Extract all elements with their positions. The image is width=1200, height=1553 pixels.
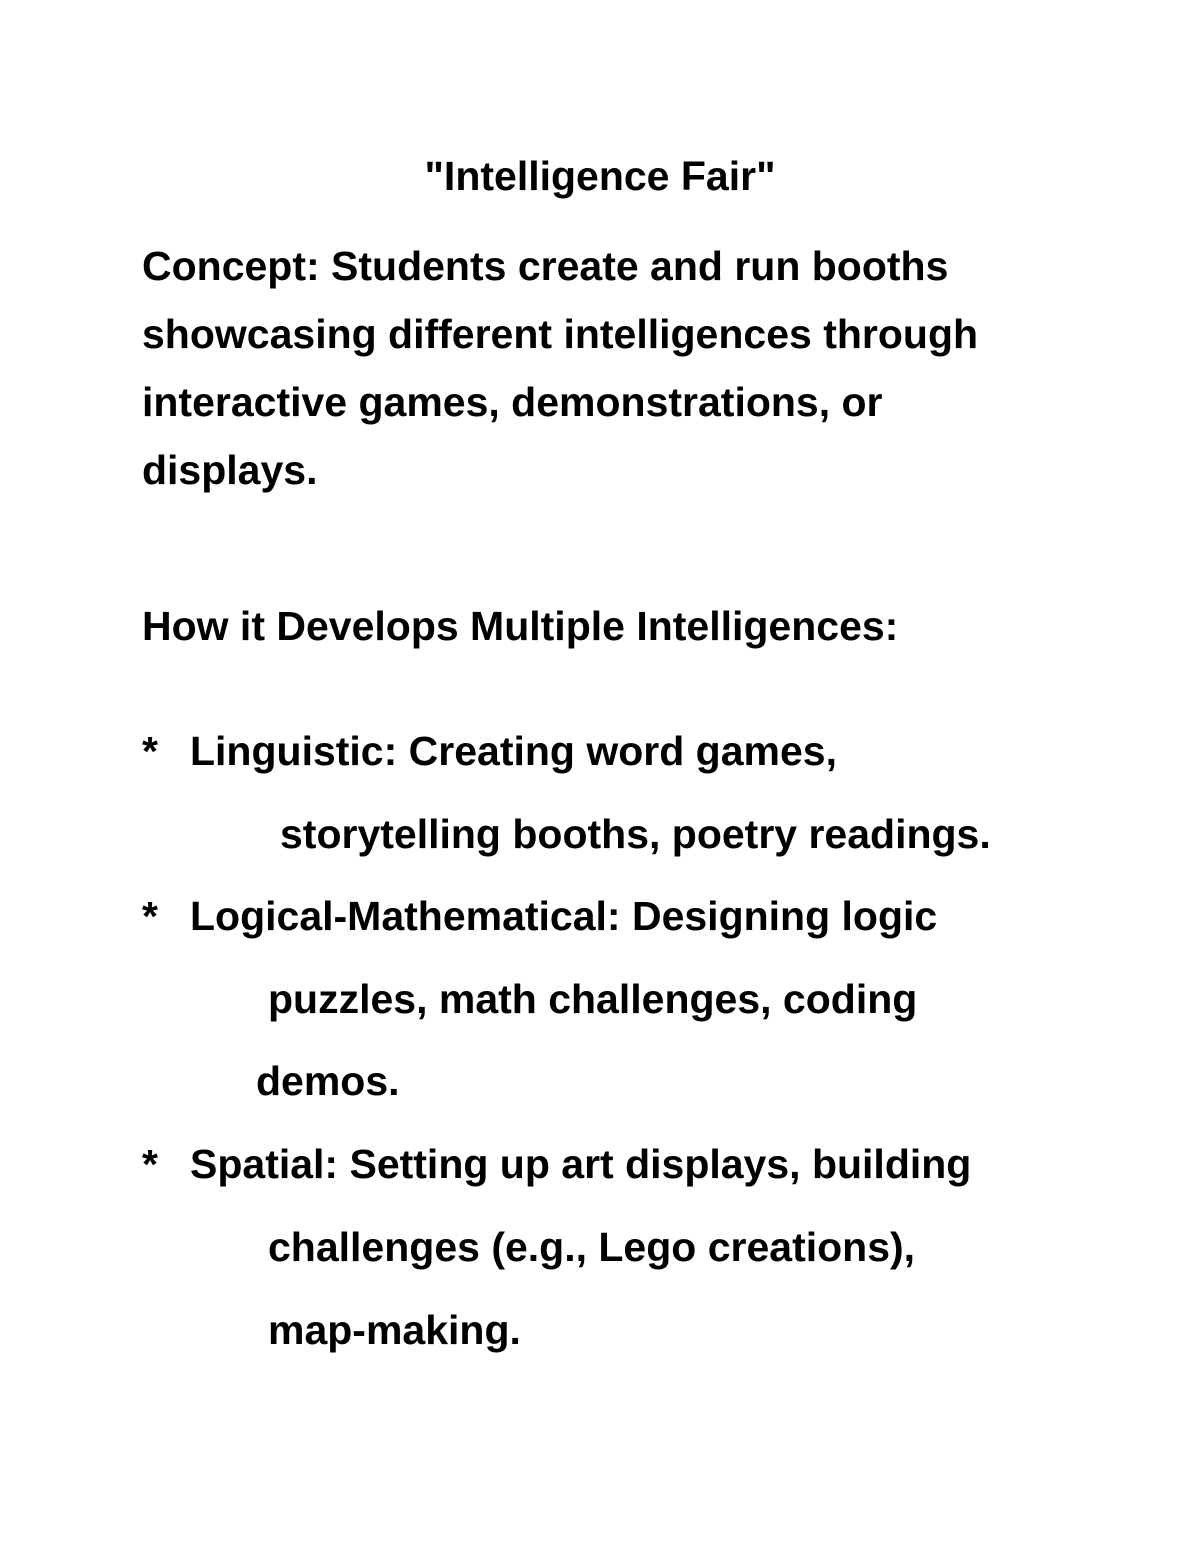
bullet-logical-line-3: demos. — [256, 1058, 400, 1104]
bullet-linguistic-line-1: Linguistic: Creating word games, — [190, 728, 837, 774]
bullet-logical-line-2: puzzles, math challenges, coding — [268, 976, 918, 1022]
concept-paragraph: Concept: Students create and run booths showcasing different intelligences through interactive games, demonstrations, or displays. — [142, 243, 979, 493]
document-title: "Intelligence Fair" — [424, 153, 776, 199]
bullet-marker: * — [142, 1141, 158, 1187]
bullet-spatial-line-1: Spatial: Setting up art displays, building — [190, 1141, 972, 1187]
bullet-spatial-line-2: challenges (e.g., Lego creations), — [268, 1224, 916, 1270]
bullet-linguistic-line-2: storytelling booths, poetry readings. — [280, 811, 991, 857]
bullet-logical-line-1: Logical-Mathematical: Designing logic — [190, 893, 938, 939]
bullet-marker: * — [142, 893, 158, 939]
bullet-spatial-line-3: map-making. — [268, 1307, 521, 1353]
bullet-marker: * — [142, 728, 158, 774]
section-heading: How it Develops Multiple Intelligences: — [142, 603, 899, 649]
